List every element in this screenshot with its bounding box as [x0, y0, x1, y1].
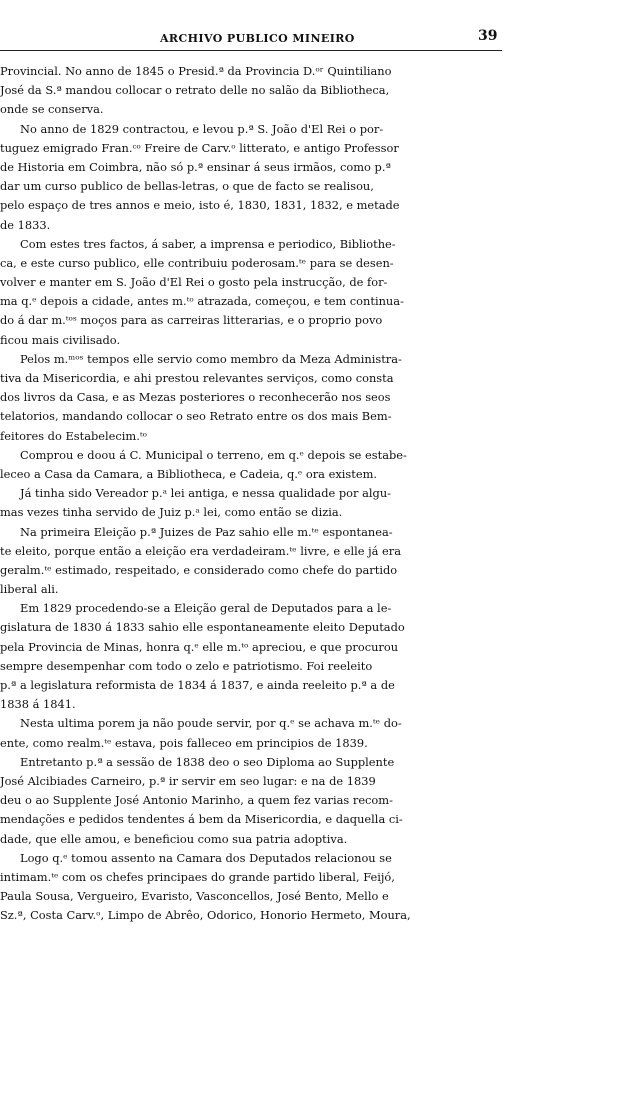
text-line: Paula Sousa, Vergueiro, Evaristo, Vasconcellos, José Bento, Mello e [0, 889, 389, 904]
text-line: ma q.ᵉ depois a cidade, antes m.ᵗᵒ atrazada, começou, e tem continua- [0, 294, 404, 309]
text-line: pela Provincia de Minas, honra q.ᵉ elle m.ᵗᵒ apreciou, e que procurou [0, 639, 399, 654]
text-line: de Historia em Coimbra, não só p.ª ensinar á seus irmãos, como p.ª [0, 159, 391, 174]
text-line: tiva da Misericordia, e ahi prestou relevantes serviços, como consta [0, 371, 394, 385]
text-line: Já tinha sido Vereador p.ᵃ lei antiga, e nessa qualidade por algu- [20, 486, 392, 501]
text-line: Provincial. No anno de 1845 o Presid.ª da Provincia D.ᵒʳ Quintiliano [0, 64, 392, 78]
text-line: de 1833. [0, 217, 51, 232]
text-line: gislatura de 1830 á 1833 sahio elle espontaneamente eleito Deputado [0, 620, 405, 635]
text-line: geralm.ᵗᵉ estimado, respeitado, e considerado como chefe do partido [0, 562, 398, 577]
text-line: Pelos m.ᵐᵒˢ tempos elle servio como membro da Meza Administra- [20, 351, 402, 366]
text-line: tuguez emigrado Fran.ᶜᵒ Freire de Carv.ᵒ litterato, e antigo Professor [0, 140, 399, 155]
text-line: liberal ali. [0, 582, 59, 597]
text-line: ca, e este curso publico, elle contribuiu poderosam.ᵗᵉ para se desen- [0, 255, 394, 270]
text-line: dar um curso publico de bellas-letras, o que de facto se realisou, [0, 179, 374, 194]
text-line: intimam.ᵗᵉ com os chefes principaes do grande partido liberal, Feijó, [0, 869, 395, 884]
text-line: 1838 á 1841. [0, 697, 76, 712]
body-text [0, 62, 500, 925]
text-line: ente, como realm.ᵗᵉ estava, pois falleceo em principios de 1839. [0, 735, 368, 750]
text-line: mas vezes tinha servido de Juiz p.ᵃ lei, como então se dizia. [0, 505, 343, 520]
text-line: do á dar m.ᵗᵒˢ moços para as carreiras litterarias, e o proprio povo [0, 313, 383, 328]
header-rule [0, 50, 502, 51]
text-line: Entretanto p.ª a sessão de 1838 deo o seo Diploma ao Supplente [20, 754, 395, 769]
text-line: Na primeira Eleição p.ª Juizes de Paz sahio elle m.ᵗᵉ espontanea- [20, 524, 393, 539]
text-line: ficou mais civilisado. [0, 332, 121, 347]
text-line: Em 1829 procedendo-se a Eleição geral de Deputados para a le- [20, 601, 392, 616]
text-line: Logo q.ᵉ tomou assento na Camara dos Deputados relacionou se [20, 850, 392, 865]
page-number: 39 [478, 28, 498, 44]
text-line: Nesta ultima porem ja não poude servir, por q.ᵉ se achava m.ᵗᵉ do- [20, 716, 402, 731]
text-line: onde se conserva. [0, 102, 104, 117]
text-line: pelo espaço de tres annos e meio, isto é, 1830, 1831, 1832, e metade [0, 198, 400, 213]
text-line: Comprou e doou á C. Municipal o terreno, em q.ᵉ depois se estabe- [20, 447, 407, 462]
running-title: ARCHIVO PUBLICO MINEIRO [160, 32, 355, 45]
text-line: José Alcibiades Carneiro, p.ª ir servir em seo lugar: e na de 1839 [0, 773, 376, 788]
text-line: p.ª a legislatura reformista de 1834 á 1837, e ainda reeleito p.ª a de [0, 678, 395, 692]
text-line: dade, que elle amou, e beneficiou como sua patria adoptiva. [0, 831, 348, 846]
text-line: telatorios, mandando collocar o seo Retrato entre os dos mais Bem- [0, 409, 392, 424]
text-line: deu o ao Supplente José Antonio Marinho, a quem fez varias recom- [0, 793, 393, 808]
text-line: dos livros da Casa, e as Mezas posteriores o reconhecerão nos seos [0, 390, 391, 405]
text-line: feitores do Estabelecim.ᵗᵒ [0, 428, 148, 443]
text-line: No anno de 1829 contractou, e levou p.ª S. João d'El Rei o por- [20, 121, 384, 136]
text-line: José da S.ª mandou collocar o retrato delle no salão da Bibliotheca, [0, 83, 390, 98]
page-header [0, 28, 510, 50]
text-line: Sz.ª, Costa Carv.ᵒ, Limpo de Abrêo, Odorico, Honorio Hermeto, Moura, [0, 908, 411, 923]
text-line: volver e manter em S. João d'El Rei o gosto pela instrucção, de for- [0, 275, 388, 290]
text-line: Com estes tres factos, á saber, a imprensa e periodico, Bibliothe- [20, 236, 396, 251]
text-line: sempre desempenhar com todo o zelo e patriotismo. Foi reeleito [0, 658, 373, 673]
text-line: te eleito, porque então a eleição era verdadeiram.ᵗᵉ livre, e elle já era [0, 543, 402, 558]
text-line: mendações e pedidos tendentes á bem da Misericordia, e daquella ci- [0, 812, 403, 827]
text-line: leceo a Casa da Camara, a Bibliotheca, e Cadeia, q.ᵉ ora existem. [0, 466, 377, 481]
